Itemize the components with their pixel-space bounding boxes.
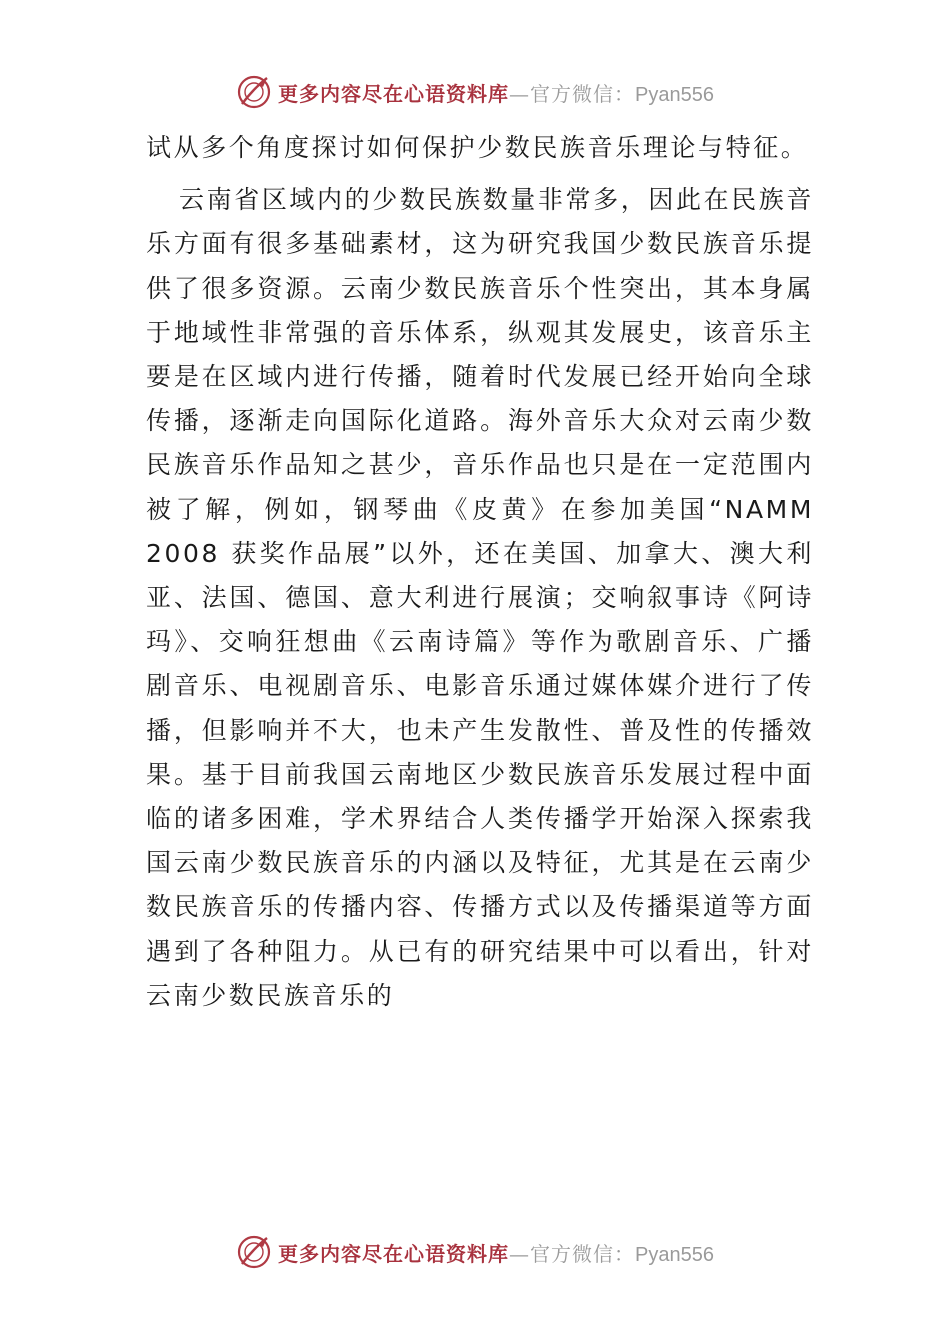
paragraph: 云南省区域内的少数民族数量非常多，因此在民族音乐方面有很多基础素材，这为研究我国少数民族音乐提供了很多资源。云南少数民族音乐个性突出，其本身属于地域性非常强的音乐体系，纵观其发展史，该音乐主要是在区域内进行传播，随着时代发展已经开始向全球传播，逐渐走向国际化道路。海外音乐大众对云南少数民族音乐作品知之甚少，音乐作品也只是在一定范围内被了解，例如，钢琴曲《皮黄》在参加美国“NAMM 2008 获奖作品展”以外，还在美国、加拿大、澳大利亚、法国、德国、意大利进行展演；交响叙事诗《阿诗玛》、交响狂想曲《云南诗篇》等作为歌剧音乐、广播剧音乐、电视剧音乐、电影音乐通过媒体媒介进行了传播，但影响并不大，也未产生发散性、普及性的传播效果。基于目前我国云南地区少数民族音乐发展过程中面临的诸多困难，学术界结合人类传播学开始深入探索我国云南少数民族音乐的内涵以及特征，尤其是在云南少数民族音乐的传播内容、传播方式以及传播渠道等方面遇到了各种阻力。从已有的研究结果中可以看出，针对云南少数民族音乐的 bbox=[146, 185, 814, 1010]
document-body bbox=[146, 126, 814, 1018]
paragraph: 试从多个角度探讨如何保护少数民族音乐理论与特征。 bbox=[146, 133, 809, 162]
header-banner bbox=[0, 72, 950, 112]
banner-text bbox=[278, 1238, 714, 1267]
banner-label: —官方微信： bbox=[509, 1241, 636, 1266]
banner-wechat-id: Pyan556 bbox=[635, 1243, 714, 1266]
banner-label: —官方微信： bbox=[509, 81, 636, 106]
logo-icon bbox=[236, 74, 272, 110]
logo-icon bbox=[236, 1234, 272, 1270]
banner-text bbox=[278, 78, 714, 107]
banner-wechat-id: Pyan556 bbox=[635, 83, 714, 106]
banner-site-name: 更多内容尽在心语资料库 bbox=[278, 81, 510, 106]
footer-banner bbox=[0, 1232, 950, 1272]
banner-site-name: 更多内容尽在心语资料库 bbox=[278, 1241, 510, 1266]
